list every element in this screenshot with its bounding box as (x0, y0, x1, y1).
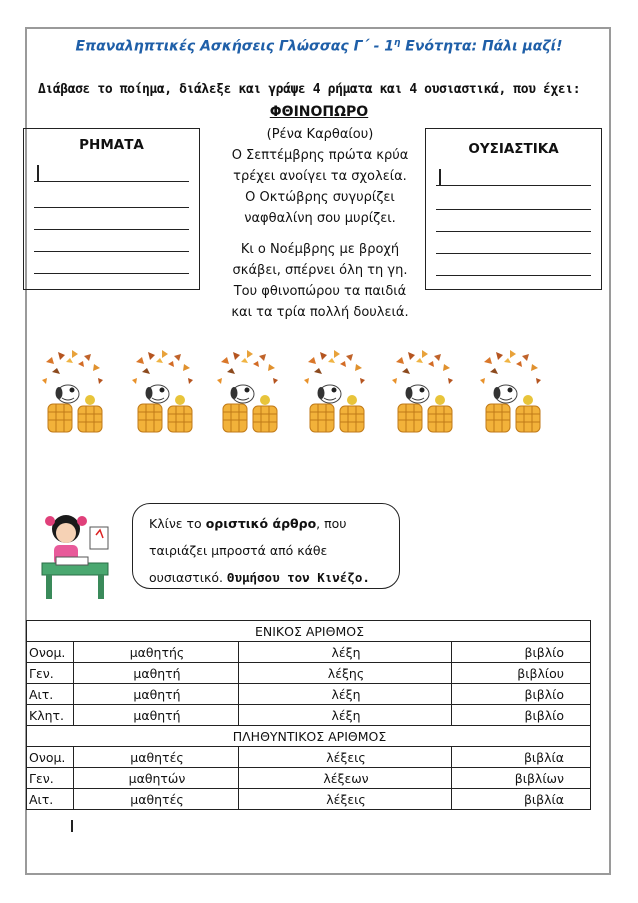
answer-line[interactable] (34, 181, 189, 182)
table-header-row (27, 726, 591, 747)
table-row: Αιτ. μαθητή λέξη βιβλίο (27, 684, 591, 705)
table-row: Ονομ. μαθητές λέξεις βιβλία (27, 747, 591, 768)
answer-line[interactable] (436, 185, 591, 186)
nouns-answer-box[interactable] (425, 128, 602, 290)
poem-line: Του φθινοπώρου τα παιδιά (233, 284, 407, 299)
poem-line: Κι ο Νοέμβρης με βροχή (240, 242, 400, 257)
answer-line[interactable] (436, 231, 591, 232)
table-row: Αιτ. μαθητές λέξεις βιβλία (27, 789, 591, 810)
poem-line: και τα τρία πολλή δουλειά. (231, 305, 409, 320)
poem-author: (Ρένα Καρθαίου) (266, 127, 374, 142)
answer-line[interactable] (34, 251, 189, 252)
answer-line[interactable] (34, 273, 189, 274)
poem-title: ΦΘΙΝΟΠΩΡΟ (269, 104, 369, 120)
answer-line[interactable] (34, 207, 189, 208)
worksheet-title: Επαναληπτικές Ασκήσεις Γλώσσας $\Gamma΄ - 1^\eta$ Ενότητα: Πάλι μαζί! (75, 38, 563, 55)
answer-line[interactable] (436, 209, 591, 210)
table-row: Κλητ. μαθητή λέξη βιβλίο (27, 705, 591, 726)
poem (205, 124, 435, 323)
singular-header: ΕΝΙΚΟΣ ΑΡΙΘΜΟΣ (27, 621, 591, 642)
plural-header: ΠΛΗΘΥΝΤΙΚΟΣ ΑΡΙΘΜΟΣ (27, 726, 591, 747)
poem-line: τρέχει ανοίγει τα σχολεία. (233, 169, 407, 184)
poem-line: Ο Οκτώβρης συγυρίζει (245, 190, 395, 205)
table-header-row (27, 621, 591, 642)
verbs-box-title: ΡΗΜΑΤΑ (79, 137, 144, 153)
nouns-box-title: ΟΥΣΙΑΣΤΙΚΑ (468, 141, 559, 157)
answer-line[interactable] (436, 253, 591, 254)
text-cursor (37, 165, 39, 181)
table-row: Γεν. μαθητών λέξεων βιβλίων (27, 768, 591, 789)
answer-line[interactable] (436, 275, 591, 276)
declension-table (26, 620, 591, 810)
instruction-speech-bubble: Κλίνε το οριστικό άρθρο, που ταιριάζει μπροστά από κάθε ουσιαστικό. Θυμήσου τον Κινέζο. (132, 503, 400, 589)
poem-line: Ο Σεπτέμβρης πρώτα κρύα (231, 148, 409, 163)
answer-line[interactable] (34, 229, 189, 230)
table-divider-line (71, 820, 73, 832)
autumn-illustration-row (38, 348, 598, 438)
table-row: Ονομ. μαθητής λέξη βιβλίο (27, 642, 591, 663)
poem-line: σκάβει, σπέρνει όλη τη γη. (232, 263, 408, 278)
verbs-answer-box[interactable] (23, 128, 200, 290)
poem-line: ναφθαλίνη σου μυρίζει. (244, 211, 396, 226)
table-row: Γεν. μαθητή λέξης βιβλίου (27, 663, 591, 684)
text-cursor (439, 169, 441, 185)
instruction-text: Διάβασε το ποίημα, διάλεξε και γράψε 4 ρήματα και 4 ουσιαστικά, που έχει: (38, 82, 581, 97)
student-girl-illustration (36, 505, 126, 605)
